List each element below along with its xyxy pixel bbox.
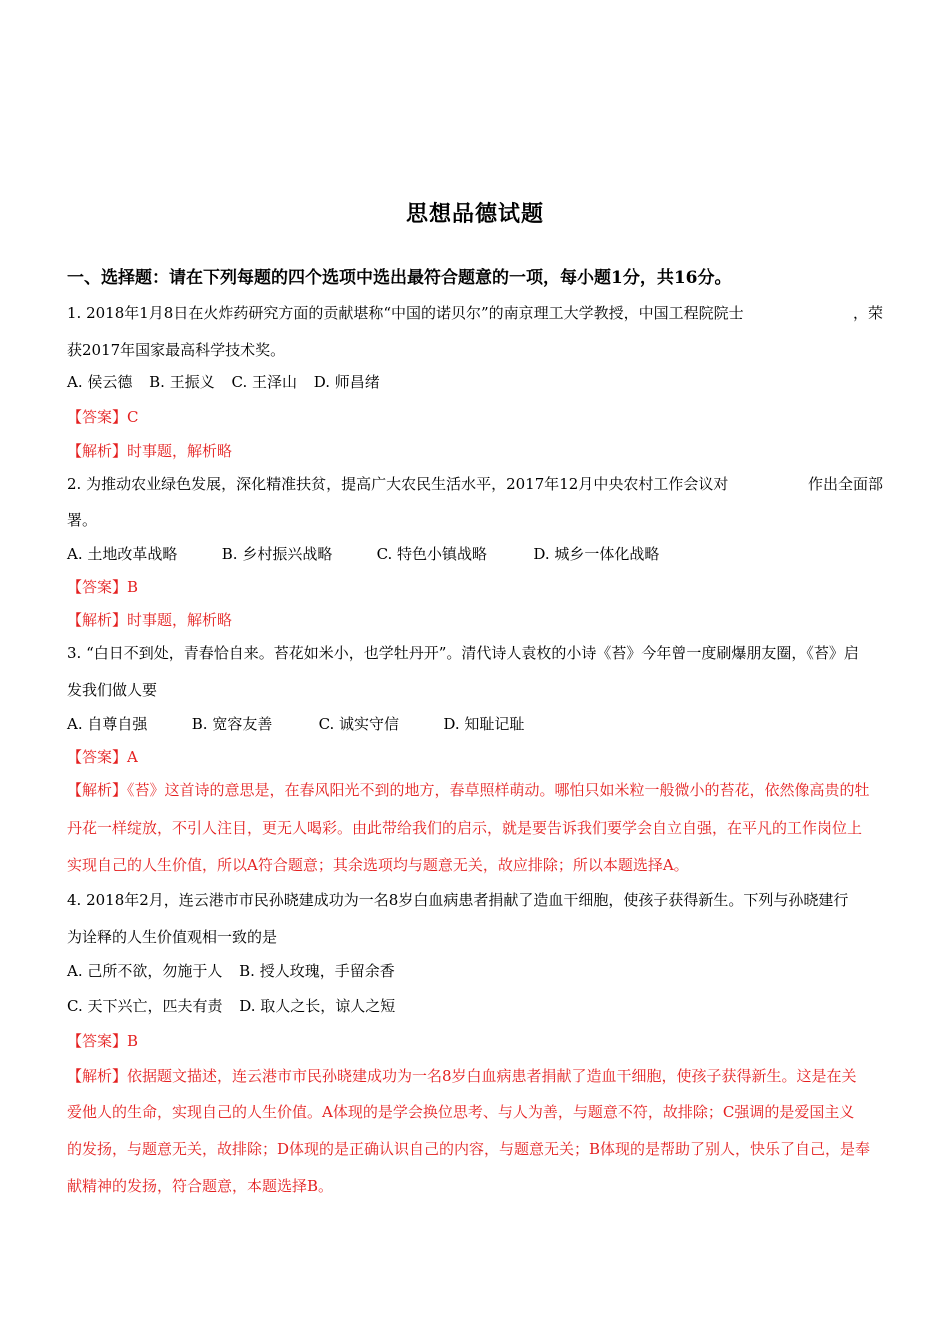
option-b: B. 宽容友善 [191,715,273,733]
option-d: D. 取人之长，谅人之短 [239,997,396,1015]
question-4-analysis-line-2: 爱他人的生命，实现自己的人生价值。A体现的是学会换位思考、与人为善，与题意不符，故排除；C强调的是爱国主义 [67,1103,855,1121]
question-3-analysis-line-2: 丹花一样绽放，不引人注目，更无人喝彩。由此带给我们的启示，就是要告诉我们要学会自立自强，在平凡的工作岗位上 [67,819,863,837]
option-b: B. 授人玫瑰，手留余香 [239,962,395,980]
question-2-stem-tail: 作出全面部 [807,475,883,493]
question-3-options [67,714,883,734]
question-4-answer: 【答案】B [67,1032,139,1050]
option-d: D. 城乡一体化战略 [533,545,660,563]
option-b: B. 王振义 [149,373,215,391]
section-heading: 一、选择题：请在下列每题的四个选项中选出最符合题意的一项，每小题1分，共16分。 [67,268,732,288]
question-1-answer: 【答案】C [67,408,139,426]
question-2-stem-line-2: 署。 [67,511,98,529]
question-3-analysis-line-1: 【解析】《苔》这首诗的意思是，在春风阳光不到的地方，春草照样萌动。哪怕只如米粒一般微小的苔花，依然像高贵的牡 [67,781,870,799]
question-2-options [67,544,883,564]
option-d: D. 知耻记耻 [443,715,525,733]
question-3-answer: 【答案】A [67,748,138,766]
option-c: C. 诚实守信 [318,715,400,733]
question-2-stem-text: 2. 为推动农业绿色发展，深化精准扶贫，提高广大农民生活水平，2017年12月中央农村工作会议对 [67,475,729,493]
question-4-stem-line-1: 4. 2018年2月，连云港市市民孙晓建成功为一名8岁白血病患者捐献了造血干细胞，使孩子获得新生。下列与孙晓建行 [67,891,849,909]
question-3-analysis-line-3: 实现自己的人生价值，所以A符合题意；其余选项均与题意无关，故应排除；所以本题选择A。 [67,856,689,874]
question-1-stem-line-2: 获2017年国家最高科学技术奖。 [67,341,286,359]
question-4-analysis-line-1: 【解析】依据题文描述，连云港市市民孙晓建成功为一名8岁白血病患者捐献了造血干细胞，使孩子获得新生。这是在关 [67,1067,857,1085]
option-a: A. 土地改革战略 [67,545,178,563]
option-c: C. 特色小镇战略 [376,545,488,563]
option-d: D. 师昌绪 [313,373,380,391]
option-c: C. 王泽山 [231,373,297,391]
question-2-stem-line-1 [67,474,883,494]
option-c: C. 天下兴亡，匹夫有责 [67,997,223,1015]
option-b: B. 乡村振兴战略 [221,545,333,563]
question-1-analysis: 【解析】时事题，解析略 [67,442,233,460]
option-a: A. 侯云德 [67,373,133,391]
question-1-options [67,372,883,392]
question-1-stem-tail: ，荣 [852,304,883,322]
question-3-stem-line-2: 发我们做人要 [67,681,158,699]
question-4-options-row-2 [67,996,883,1016]
question-1-stem-text: 1. 2018年1月8日在火炸药研究方面的贡献堪称“中国的诺贝尔”的南京理工大学教授，中国工程院院士 [67,304,744,322]
question-2-answer: 【答案】B [67,578,139,596]
page-title: 思想品德试题 [405,201,544,227]
option-a: A. 自尊自强 [67,715,148,733]
question-4-analysis-line-4: 献精神的发扬，符合题意，本题选择B。 [67,1177,334,1195]
question-4-stem-line-2: 为诠释的人生价值观相一致的是 [67,928,278,946]
question-4-options-row-1 [67,961,883,981]
question-2-analysis: 【解析】时事题，解析略 [67,611,233,629]
option-a: A. 己所不欲，勿施于人 [67,962,223,980]
question-3-stem-line-1: 3. “白日不到处，青春恰自来。苔花如米小，也学牡丹开”。清代诗人袁枚的小诗《苔》今年曾一度刷爆朋友圈，《苔》启 [67,644,859,662]
question-4-analysis-line-3: 的发扬，与题意无关，故排除；D体现的是正确认识自己的内容，与题意无关；B体现的是帮助了别人，快乐了自己，是奉 [67,1140,871,1158]
question-1-stem-line-1 [67,303,883,323]
